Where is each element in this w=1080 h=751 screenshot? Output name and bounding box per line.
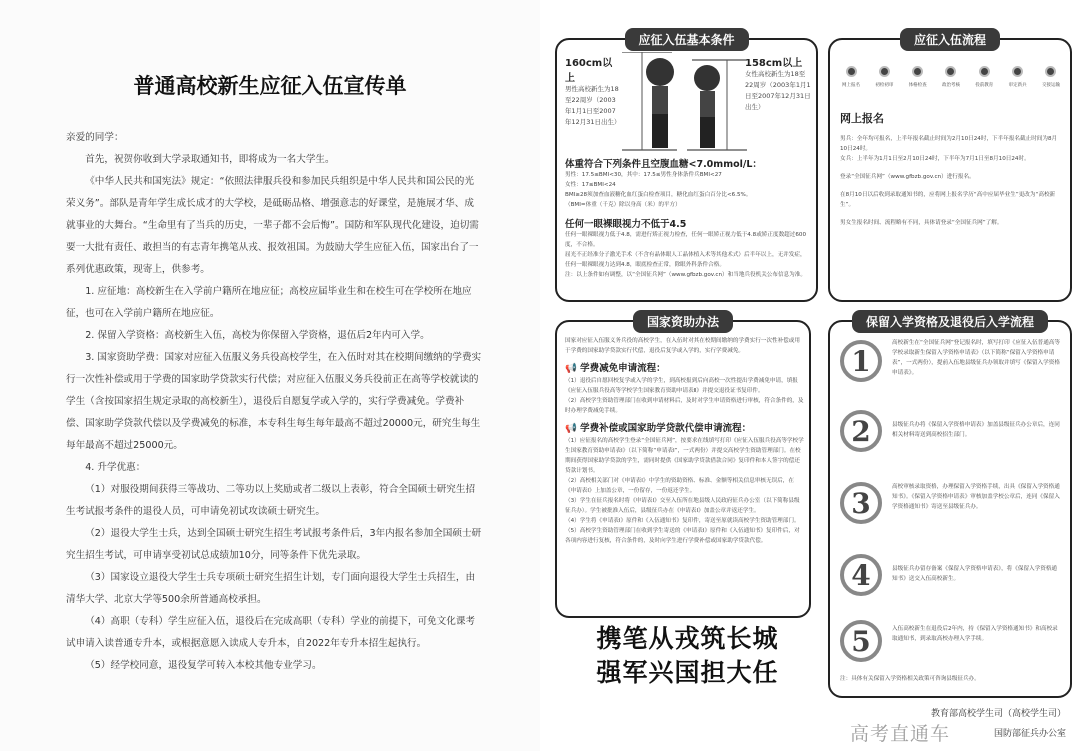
paragraph: （3）国家设立退役大学生士兵专项硕士研究生招生计划，专门面向退役大学生士兵招生，由清华大学、北京大学等500余所普通高校承担。 [66, 572, 476, 605]
retain-note: 注：具体有关保留入学资格相关政策可咨询县级征兵办。 [840, 676, 980, 682]
retain-step-text: 入伍高校新生在退役后2年内，持《保留入学资格通知书》和高校录取通知书，到录取高校办理入学手续。 [892, 626, 1058, 642]
panel-title: 国家资助办法 [633, 310, 733, 333]
aid-line: （2）高校相关部门对《申请表Ⅰ》中学生的资助资格、标准、金额等相关信息审核无误后，在《申请表Ⅰ》上加盖公章，一份留存，一份返还学生。 [565, 478, 794, 494]
process-line: 登录“全国征兵网”（www.gfbzb.gov.cn）进行报名。 [840, 174, 975, 180]
aid-line: （5）高校学生资助管理部门在收到学生寄送的《申请表Ⅰ》原件和《入伍通知书》复印件后，对各项内容进行复核，符合条件的，及时向学生进行学费补偿或国家助学贷款代偿。 [565, 528, 800, 544]
female-info [745, 54, 813, 113]
greeting: 亲爱的同学： [66, 132, 124, 143]
document-check-icon: 3 [840, 482, 882, 524]
watermark: 高考直通车 [850, 723, 951, 745]
retain-step-text: 县级征兵办留存备案《保留入学资格申请表》，将《保留入学资格通知书》送交入伍高校新生。 [892, 566, 1058, 582]
aid-line: （4）学生将《申请表Ⅰ》原件和《入伍通知书》复印件，寄送至原就读高校学生资助管理部门。 [565, 518, 800, 524]
vision-note: 注：以上条件如有调整，以“全国征兵网”（www.gfbzb.gov.cn）和当地兵役机关公布信息为准。 [565, 272, 806, 278]
process-line: 女兵：上半年为1月1日至2月10日24时，下半年为7月1日至8月10日24时。 [840, 156, 1030, 162]
retain-step-text: 高校新生在“全国征兵网”登记报名时，填写打印《应征入伍普通高等学校录取新生保留入学资格申请表》（以下简称“保留入学资格申请表”，一式两份），提前入伍地县级征兵办领取并填写《保留入学资格申请表》。 [892, 340, 1061, 376]
panel-title: 保留入学资格及退役后入学流程 [852, 310, 1048, 333]
female-height: 158cm以上 [745, 58, 803, 69]
retain-enrollment-panel [828, 315, 1072, 698]
retain-step-text: 县级征兵办将《保留入学资格申请表》加盖县级征兵办公章后，连同相关材料寄送到高校招生部门。 [892, 422, 1060, 438]
paragraph: 《中华人民共和国宪法》规定：“依照法律服兵役和参加民兵组织是中华人民共和国公民的光荣义务”。部队是青年学生成长成才的大学校，是砥砺品格、增强意志的好课堂，是施展才华、成就事业的大舞台。“生命里有了当兵的历史，一辈子都不会后悔”。国防和军队现代化建设，迫切需要一大批有责任、敢担当的有志青年携笔从戎、报效祖国。为鼓励大学生应征入伍，国家出台了一系列优惠政策，现寄上，供参考。 [66, 176, 479, 275]
retain-step [840, 410, 882, 452]
issuer-line: 国防部征兵办公室 [993, 729, 1066, 739]
paragraph: （2）退役大学生士兵，达到全国硕士研究生招生考试报考条件后，3年内报名参加全国硕士研究生招生考试，可申请享受初试总成绩加10分，同等条件下优先录取。 [66, 528, 482, 561]
weight-title: 体重符合下列条件且空腹血糖<7.0mmol/L： [565, 159, 762, 170]
paragraph: 4. 升学优惠： [85, 462, 146, 473]
process-step: 网上报名 [836, 62, 866, 91]
male-info [565, 54, 620, 128]
retain-step [840, 340, 882, 382]
financial-aid-panel [555, 315, 811, 618]
aid-line: （3）学生在征兵报名时将《申请表Ⅰ》交至入伍所在地县级人民政府征兵办公室（以下简称县级征兵办）。学生被批准入伍后，县级征兵办在《申请表Ⅰ》加盖公章并返还学生。 [565, 498, 800, 514]
process-step: 政治考核 [936, 62, 966, 91]
slogan-line: 携笔从戎筑长城 [596, 624, 779, 653]
process-step: 初检初审 [869, 62, 899, 91]
process-step: 役前教育 [969, 62, 999, 91]
weight-line: 男性：17.5≤BMI<30，其中：17.5≤男性身体条件兵BMI<27 [565, 172, 722, 178]
process-line: 男女生报名时间、流程略有不同，具体请登录“全国征兵网”了解。 [840, 220, 1003, 226]
vision-line: 屈光不正经准分子激光手术（不含有晶体眼人工晶体植入术等其他术式）后半年以上，无并发症，任何一眼裸眼视力达到4.8，眼底检查正常，除眼外科条件合格。 [565, 252, 806, 268]
aid-section-title: 学费减免申请流程： [580, 363, 666, 374]
process-line: 男兵：全年均可报名，上半年报名截止时间为2月10日24时，下半年报名截止时间为8月10日24时。 [840, 136, 1058, 152]
paragraph: 首先，祝贺你收到大学录取通知书，即将成为一名大学生。 [85, 154, 335, 165]
weight-line: 女性：17≤BMI<24 [565, 182, 616, 188]
female-age: 女性高校新生为18至22周岁（2003年1月1日至2007年12月31日出生） [745, 70, 811, 111]
megaphone-icon: 📢 [565, 363, 581, 374]
process-step: 审定新兵 [1003, 62, 1033, 91]
process-step: 体格检查 [903, 62, 933, 91]
weight-line: BMI≥28须加查血液糖化血红蛋白检查项目，糖化血红蛋白百分比<6.5%。 [565, 192, 752, 198]
aid-intro: 国家对应征入伍服义务兵役的高校学生，在入伍时对其在校期间缴纳的学费实行一次性补偿或用于学费的国家助学贷款实行代偿，退役后复学或入学的，实行学费减免。 [565, 338, 800, 354]
aid-line: （1）退役后自愿回校复学或入学的学生，到高校报到后向高校一次性提出学费减免申请，填报《应征入伍服兵役高等学校学生国家教育资助申请表Ⅱ》并提交退役证书复印件。 [565, 378, 798, 394]
retain-step [840, 620, 882, 662]
process-line: 在8月10日以后收到录取通知书的，应将网上报名学历“高中应届毕业生”更改为“高校新生”。 [840, 192, 1056, 208]
envelope-icon: 4 [840, 554, 882, 596]
weight-line: （BMI=体重（千克）除以身高（米）的平方） [565, 202, 681, 208]
aid-section-title: 学费补偿或国家助学贷款代偿申请流程： [580, 423, 752, 434]
issuer-line: 教育部高校学生司（高校学生司） [930, 709, 1066, 719]
vision-line: 任何一眼裸眼视力低于4.8，需进行矫正视力检查，任何一眼矫正视力低于4.8或矫正度数超过600度，不合格。 [565, 232, 807, 248]
megaphone-icon: 📢 [565, 423, 581, 434]
male-age: 男性高校新生为18至22周岁（2003年1月1日至2007年12月31日出生） [565, 85, 621, 126]
retain-step [840, 554, 882, 596]
page-title: 普通高校新生应征入伍宣传单 [133, 73, 407, 98]
panel-title: 应征入伍流程 [900, 28, 1000, 51]
retain-step [840, 482, 882, 524]
retain-step-text: 高校审核录取资格，办理保留入学资格手续，出具《保留入学资格通知书》。《保留入学资格申请表》审核加盖学校公章后，连同《保留入学资格通知书》寄送至县级征兵办。 [892, 484, 1060, 510]
aid-line: （2）高校学生资助管理部门在收到申请材料后，及时对学生申请资格进行审核，符合条件的，及时办理学费减免手续。 [565, 398, 804, 414]
form-edit-icon: 1 [840, 340, 882, 382]
aid-line: （1）应征报名的高校学生登录“全国征兵网”，按要求在线填写打印《应征入伍服兵役高等学校学生国家教育资助申请表Ⅰ》（以下简称“申请表Ⅰ”，一式两份）并提交高校学生资助管理部门。在校期间获得国家助学贷款的学生，需同时提供《国家助学贷款借款合同》复印件和本人签字的偿还贷款计划书。 [565, 438, 804, 474]
basic-conditions-panel [555, 33, 818, 302]
paper-plane-icon: 2 [840, 410, 882, 452]
male-female-figures-icon [622, 52, 747, 152]
paragraph: （1）对服役期间获得三等战功、二等功以上奖励或者二级以上表彰，符合全国硕士研究生招生考试报考条件的退役人员，可申请免初试攻读硕士研究生。 [66, 484, 476, 517]
paragraph: 2. 保留入学资格：高校新生入伍，高校为你保留入学资格，退伍后2年内可入学。 [85, 330, 430, 341]
slogan [575, 622, 800, 690]
paragraph: （5）经学校同意，退役复学可转入本校其他专业学习。 [85, 660, 322, 671]
vision-title: 任何一眼裸眼视力不低于4.5 [565, 219, 687, 230]
paragraph: （4）高职（专科）学生应征入伍，退役后在完成高职（专科）学业的前提下，可免文化课考试申请入读普通专升本，或根据意愿入读成人专升本，自2022年专升本招生起执行。 [66, 616, 476, 649]
enlistment-process-panel [828, 33, 1072, 302]
slogan-line: 强军兴国担大任 [596, 658, 779, 687]
building-icon: 5 [840, 620, 882, 662]
process-heading: 网上报名 [840, 112, 884, 125]
panel-title: 应征入伍基本条件 [624, 28, 748, 51]
letter-body [66, 127, 482, 677]
paragraph: 3. 国家资助学费：国家对应征入伍服义务兵役高校学生，在入伍时对其在校期间缴纳的学费实行一次性补偿或用于学费的国家助学贷款实行代偿；对应征入伍服义务兵役前正在高等学校就读的学生（含按国家招生规定录取的高校新生），退役后自愿复学或入学的，实行学费减免。学费补偿、国家助学贷款代偿以及学费减免的标准，本专科生每生每年最高不超过20000元，研究生每生每年最高不超过25000元。 [66, 352, 482, 451]
process-steps [836, 62, 1066, 91]
male-height: 160cm以上 [565, 58, 613, 84]
paragraph: 1. 应征地：高校新生在入学前户籍所在地应征；高校应届毕业生和在校生可在学校所在地应征，也可在入学前户籍所在地应征。 [66, 286, 472, 319]
process-step: 交接运输 [1036, 62, 1066, 91]
